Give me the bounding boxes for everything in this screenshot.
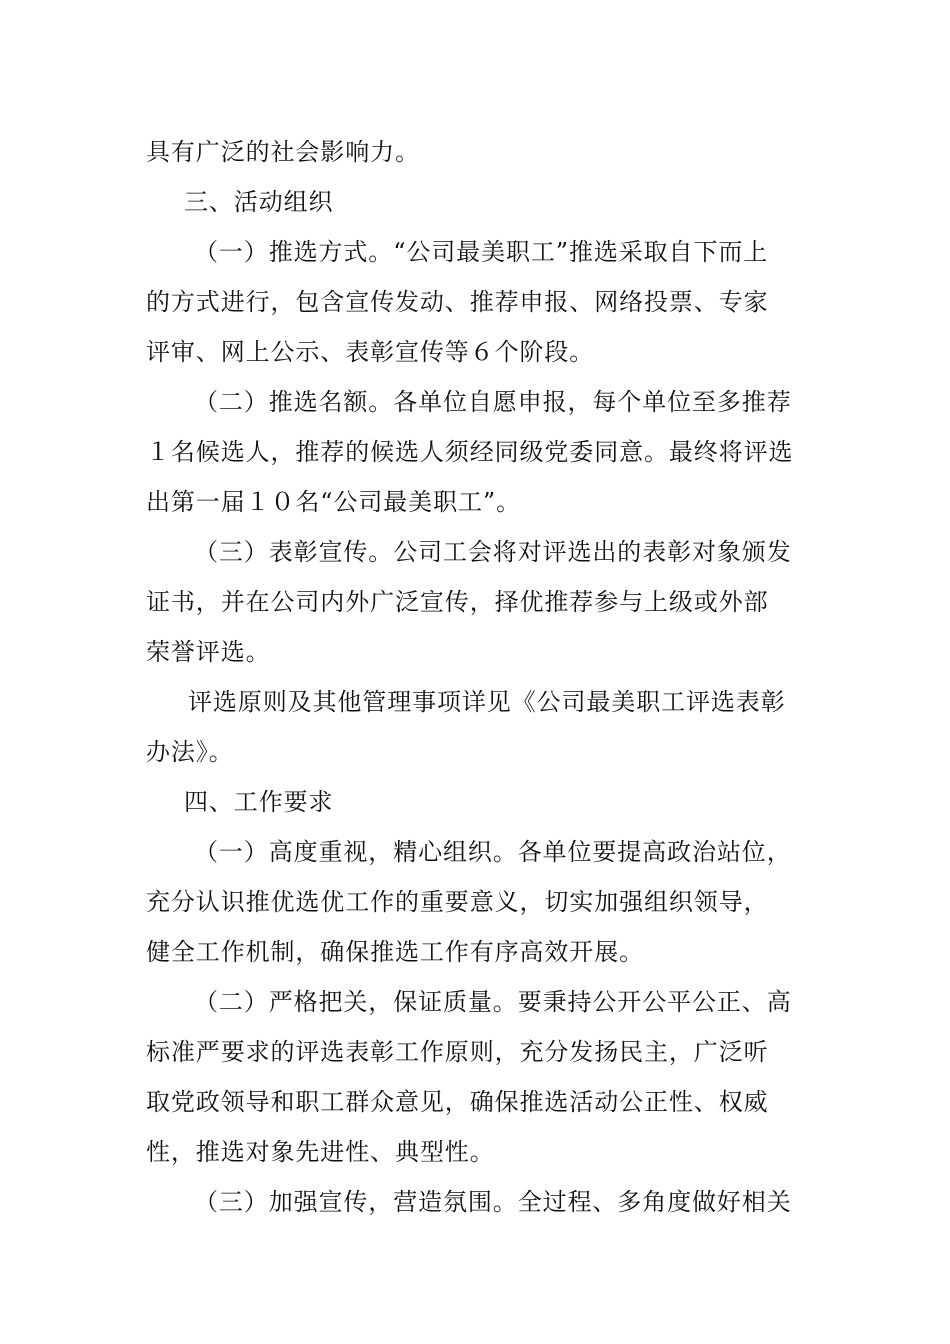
text-line: （一）推选方式。“公司最美职工”推选采取自下而上 (194, 238, 769, 266)
text-line: 办法》。 (146, 738, 234, 766)
text-line: （三）表彰宣传。公司工会将对评选出的表彰对象颁发 (194, 538, 792, 566)
text-line: １名候选人，推荐的候选人须经同级党委同意。最终将评选 (146, 438, 794, 466)
section-heading: 四、工作要求 (184, 788, 334, 816)
text-line: 性，推选对象先进性、典型性。 (146, 1138, 495, 1166)
text-line: （一）高度重视，精心组织。各单位要提高政治站位， (194, 838, 792, 866)
text-line: 健全工作机制，确保推选工作有序高效开展。 (146, 938, 644, 966)
text-line: （二）严格把关，保证质量。要秉持公开公平公正、高 (194, 988, 792, 1016)
text-line: 证书，并在公司内外广泛宣传，择优推荐参与上级或外部 (146, 588, 769, 616)
section-heading: 三、活动组织 (184, 188, 334, 216)
text-line: （二）推选名额。各单位自愿申报，每个单位至多推荐 (194, 388, 792, 416)
text-line: 评审、网上公示、表彰宣传等６个阶段。 (146, 338, 595, 366)
text-line: 的方式进行，包含宣传发动、推荐申报、网络投票、专家 (146, 288, 769, 316)
text-line: 充分认识推优选优工作的重要意义，切实加强组织领导， (146, 888, 769, 916)
text-line: 荣誉评选。 (146, 638, 271, 666)
text-line: 标准严要求的评选表彰工作原则，充分发扬民主，广泛听 (146, 1038, 769, 1066)
text-line: 取党政领导和职工群众意见，确保推选活动公正性、权威 (146, 1088, 769, 1116)
text-line: （三）加强宣传，营造氛围。全过程、多角度做好相关 (194, 1188, 792, 1216)
text-line: 出第一届１０名“公司最美职工”。 (146, 488, 521, 516)
text-line: 具有广泛的社会影响力。 (146, 138, 420, 166)
text-line: 评选原则及其他管理事项详见《公司最美职工评选表彰 (188, 688, 786, 716)
